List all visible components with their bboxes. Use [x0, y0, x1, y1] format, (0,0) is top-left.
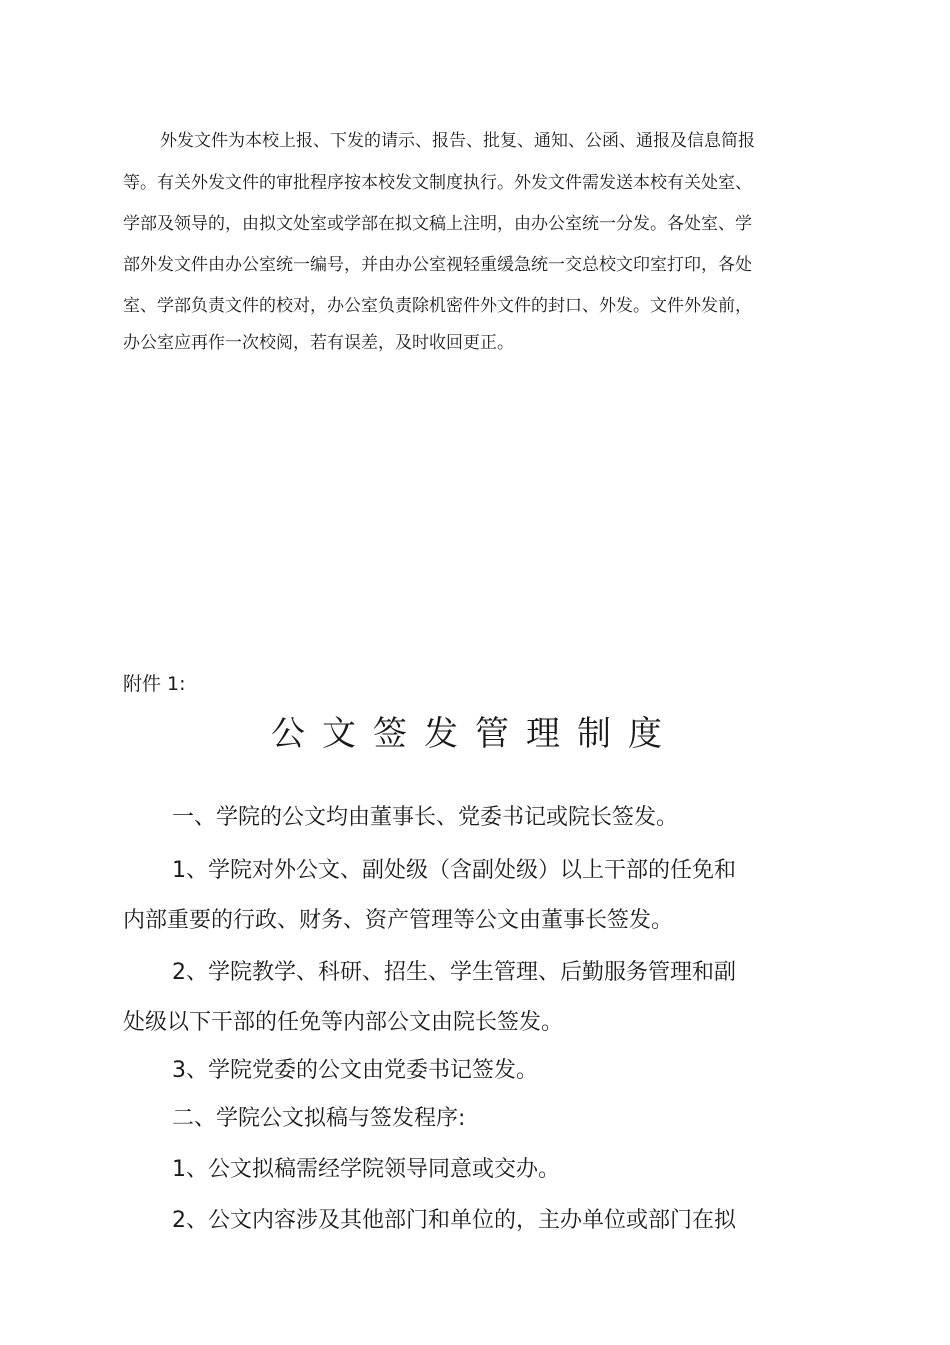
body-line: 2、公文内容涉及其他部门和单位的，主办单位或部门在拟	[172, 1208, 736, 1233]
body-line: 二、学院公文拟稿与签发程序:	[172, 1106, 466, 1131]
top-paragraph-line: 部外发文件由办公室统一编号，并由办公室视轻重缓急统一交总校文印室打印，各处	[123, 255, 752, 275]
body-line: 内部重要的行政、财务、资产管理等公文由董事长签发。	[123, 908, 674, 933]
top-paragraph-line: 等。有关外发文件的审批程序按本校发文制度执行。外发文件需发送本校有关处室、	[123, 173, 752, 193]
top-paragraph-line: 外发文件为本校上报、下发的请示、报告、批复、通知、公函、通报及信息简报	[160, 131, 755, 151]
top-paragraph-line: 室、学部负责文件的校对，办公室负责除机密件外文件的封口、外发。文件外发前，	[123, 296, 752, 316]
document-title: 公文签发管理制度	[271, 714, 679, 754]
body-line: 1、公文拟稿需经学院领导同意或交办。	[172, 1157, 560, 1182]
body-line: 3、学院党委的公文由党委书记签发。	[172, 1058, 538, 1083]
body-line: 2、学院教学、科研、招生、学生管理、后勤服务管理和副	[172, 960, 736, 985]
top-paragraph-line: 学部及领导的，由拟文处室或学部在拟文稿上注明，由办公室统一分发。各处室、学	[123, 214, 752, 234]
body-line: 处级以下干部的任免等内部公文由院长签发。	[123, 1010, 564, 1035]
attachment-label: 附件 1:	[123, 673, 186, 695]
body-line: 1、学院对外公文、副处级（含副处级）以上干部的任免和	[172, 858, 736, 883]
body-line: 一、学院的公文均由董事长、党委书记或院长签发。	[172, 805, 679, 830]
top-paragraph-line: 办公室应再作一次校阅，若有误差，及时收回更正。	[123, 333, 514, 353]
